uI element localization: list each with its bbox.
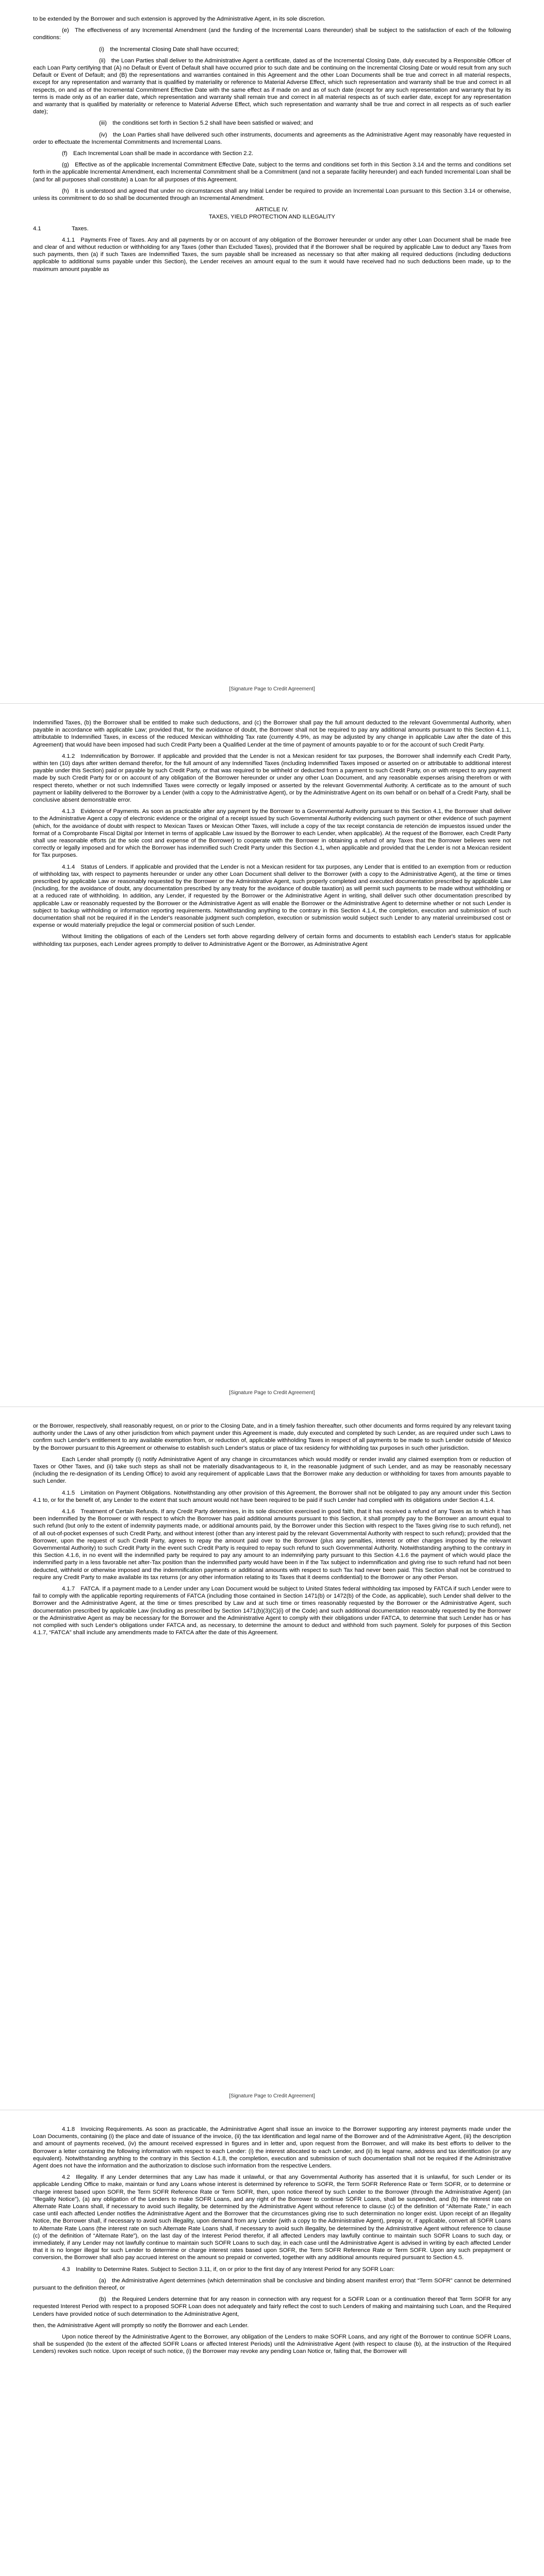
paragraph: Each Lender shall promptly (i) notify Administrative Agent of any change in circumstances which would modify or render invalid any claimed exemption from or reduction of Taxes or Other Taxes, and (ii) take such steps as shall not be materially disadvantageous to it, in the reasonable judgment of such Lender, and as may be reasonably necessary (including the re-designation of its Lending Office) to avoid any requirement of applicable Laws that the Borrower make any deduction or withholding for taxes from amounts payable to such Lender.	[33, 1456, 511, 1485]
paragraph: 4.1.2 Indemnification by Borrower. If applicable and provided that the Lender is not a Mexican resident for tax purposes, the Borrower shall indemnify each Credit Party, within ten (10) days after written demand therefor, for the full amount of any Indemnified Taxes (including Indemnified Taxes imposed or asserted on or attributable to additional interest payable under this Section) paid or payable by such Credit Party, or that was required to be withheld or deducted from a payment to such Credit Party, on or with respect to any payment made by such Credit Party for or on account of any obligation of the Borrower hereunder or under any other Loan Document, and any reasonable expenses arising therefrom or with respect thereto, whether or not such Indemnified Taxes were correctly or legally imposed or asserted by the relevant Governmental Authority. A certificate as to the amount of such payment or liability delivered to the Borrower by a Lender (with a copy to the Administrative Agent), or by the Administrative Agent on its own behalf or on behalf of a Credit Party, shall be conclusive absent demonstrable error.	[33, 753, 511, 804]
page-2-content	[33, 719, 511, 952]
paragraph: 4.1.3 Evidence of Payments. As soon as practicable after any payment by the Borrower to a Governmental Authority pursuant to this Section 4.1, the Borrower shall deliver to the Administrative Agent a copy of electronic evidence or the original of a receipt issued by such Governmental Authority evidencing such payment or other evidence of such payment (which, for the avoidance of doubt with respect to Mexican Taxes or Mexican Other Taxes, will include a copy of the tax receipt constancia de retención de impuestos issued under the format of a Comprobante Fiscal Digital por Internet in terms of applicable Law issued by the Borrower to each Lender, when applicable). At the request of the Borrower, each Credit Party shall use reasonable efforts (at the sole cost and expense of the Borrower) to cooperate with the Borrower in obtaining a refund of any Taxes that the Borrower believes were not correctly or legally imposed and for which the Borrower has indemnified such Credit Party under this Section 4.1, when applicable and provided that the Lender is not a Mexican resident for Tax purposes.	[33, 808, 511, 859]
paragraph: (a) the Administrative Agent determines (which determination shall be conclusive and binding absent manifest error) that “Term SOFR” cannot be determined pursuant to the definition thereof, or	[33, 2277, 511, 2292]
page-3	[0, 1406, 544, 2110]
paragraph: then, the Administrative Agent will promptly so notify the Borrower and each Lender.	[33, 2322, 249, 2329]
paragraph: 4.3 Inability to Determine Rates. Subject to Section 3.11, if, on or prior to the first day of any Interest Period for any SOFR Loan:	[62, 2266, 395, 2273]
paragraph: (g) Effective as of the applicable Incremental Commitment Effective Date, subject to the terms and conditions set forth in this Section 3.14 and the terms and conditions set forth in the applicable Incremental Amendment, each Incremental Commitment shall be a Commitment (and not a separate facility hereunder) and each funded Incremental Loan shall be (and for all purposes shall constitute) a Loan for all purposes of this Agreement.	[33, 162, 511, 183]
paragraph: Upon notice thereof by the Administrative Agent to the Borrower, any obligation of the Lenders to make SOFR Loans, and any right of the Borrower to continue SOFR Loans, shall be suspended (to the extent of the affected SOFR Loans or affected Interest Periods) until the Administrative Agent (with respect to clause (b), at the instruction of the Required Lenders) revokes such notice. Upon receipt of such notice, (i) the Borrower may revoke any pending Loan Notice or, failing that, the Borrower will	[33, 2334, 511, 2355]
paragraph: (f) Each Incremental Loan shall be made in accordance with Section 2.2.	[62, 150, 254, 157]
section-title: Taxes.	[71, 225, 89, 232]
page-footer: [Signature Page to Credit Agreement]	[229, 1390, 315, 1396]
article-title: TAXES, YIELD PROTECTION AND ILLEGALITY	[208, 214, 336, 221]
paragraph: (h) It is understood and agreed that under no circumstances shall any Initial Lender be required to provide an Incremental Loan pursuant to this Section 3.14 or otherwise, unless its commitment to do so shall be documented through an Incremental Amendment.	[33, 188, 511, 202]
paragraph: 4.1.1 Payments Free of Taxes. Any and all payments by or on account of any obligation of the Borrower hereunder or under any other Loan Document shall be made free and clear of and without reduction or withholding for any Taxes (other than Excluded Taxes), provided that if the Borrower shall be required by applicable Law to deduct any Taxes from such payments, then (a) if such Taxes are Indemnified Taxes, the sum payable shall be increased as necessary so that after making all required deductions (including deductions applicable to additional sums payable under this Section), the Lender receives an amount equal to the sum it would have received had no such deductions been made, up to the maximum amount payable as	[33, 236, 511, 273]
paragraph: (i) the Incremental Closing Date shall have occurred;	[99, 46, 239, 53]
paragraph: (e) The effectiveness of any Incremental Amendment (and the funding of the Incremental Loans thereunder) shall be subject to the satisfaction of each of the following conditions:	[33, 27, 511, 41]
page-4-content	[33, 2126, 511, 2360]
paragraph: Indemnified Taxes, (b) the Borrower shall be entitled to make such deductions, and (c) the Borrower shall pay the full amount deducted to the relevant Governmental Authority, when payable in accordance with applicable Law; provided that, for the avoidance of doubt, the Borrower shall not be required to pay any additional amounts pursuant to this Section 4.1.1, attributable to Indemnified Taxes, in excess of the reduced Mexican withholding Tax rate (currently 4.9%, as may be adjusted by any change in applicable Law after the date of this Agreement) that would have been imposed had such Credit Party been a Qualified Lender at the time of payment of amounts payable to or for the account of such Credit Party.	[33, 720, 511, 748]
paragraph: (iv) the Loan Parties shall have delivered such other instruments, documents and agreements as the Administrative Agent may reasonably have requested in order to effectuate the Incremental Commitments and Incremental Loans.	[33, 131, 511, 145]
paragraph: (b) the Required Lenders determine that for any reason in connection with any request for a SOFR Loan or a continuation thereof that Term SOFR for any requested Interest Period with respect to a proposed SOFR Loan does not adequately and fairly reflect the cost to such Lenders of making and maintaining such Loan, and the Required Lenders have provided notice of such determination to the Administrative Agent,	[33, 2296, 511, 2317]
paragraph: 4.2 Illegality. If any Lender determines that any Law has made it unlawful, or that any Governmental Authority has asserted that it is unlawful, for such Lender or its applicable Lending Office to make, maintain or fund any Loans whose interest is determined by reference to SOFR, the Term SOFR Reference Rate or Term SOFR, or to determine or charge interest based upon SOFR, the Term SOFR Reference Rate or Term SOFR, then, upon notice thereof by such Lender to the Borrower (through the Administrative Agent) (an “Illegality Notice”), (a) any obligation of the Lenders to make SOFR Loans, and any right of the Borrower to continue SOFR Loans, shall be suspended, and (b) the interest rate on Alternate Rate Loans shall, if necessary to avoid such illegality, be determined by the Administrative Agent without reference to clause (c) of the definition of “Alternate Rate,” in each case until each affected Lender notifies the Administrative Agent and the Borrower that the circumstances giving rise to such determination no longer exist. Upon receipt of an Illegality Notice, the Borrower shall, if necessary to avoid such illegality, upon demand from any Lender (with a copy to the Administrative Agent), prepay or, if applicable, convert all SOFR Loans to Alternate Rate Loans (the interest rate on such Alternate Rate Loans shall, if necessary to avoid such illegality, be determined by the Administrative Agent without reference to clause (c) of the definition of “Alternate Rate”), on the last day of the Interest Period therefor, if all affected Lenders may lawfully continue to maintain such SOFR Loans to such day, or immediately, if any Lender may not lawfully continue to maintain such SOFR Loans to such day, in each case until the Administrative Agent is advised in writing by each affected Lender that it is no longer illegal for such Lender to determine or charge interest rates based upon SOFR, the Term SOFR Reference Rate or Term SOFR. Upon any such prepayment or conversion, the Borrower shall also pay accrued interest on the amount so prepaid or converted, together with any additional amounts required pursuant to Section 4.5.	[33, 2174, 511, 2261]
section-heading	[33, 225, 511, 232]
page-footer: [Signature Page to Credit Agreement]	[229, 686, 315, 692]
paragraph: (iii) the conditions set forth in Section 5.2 shall have been satisfied or waived; and	[99, 120, 314, 127]
paragraph: 4.1.4 Status of Lenders. If applicable and provided that the Lender is not a Mexican resident for tax purposes, any Lender that is entitled to an exemption from or reduction of withholding tax, with respect to payments hereunder or under any other Loan Document shall deliver to the Borrower (with a copy to the Administrative Agent), at the time or times prescribed by applicable Law or reasonably requested by the Borrower or the Administrative Agent, such properly completed and executed documentation prescribed by applicable Law (including, for the avoidance of doubt, any documentation prescribed by any treaty for the avoidance of double taxation) as will permit such payments to be made without withholding or at a reduced rate of withholding. In addition, any Lender, if requested by the Borrower or the Administrative Agent in writing, shall deliver such other documentation prescribed by applicable Law or reasonably requested by the Borrower or the Administrative Agent as will enable the Borrower or the Administrative Agent to determine whether or not such Lender is subject to backup withholding or information reporting requirements. Notwithstanding anything to the contrary in this Section 4.1.4, the completion, execution and submission of such documentation shall not be required if in the Lender's reasonable judgment such completion, execution or submission would subject such Lender to any material unreimbursed cost or expense or would materially prejudice the legal or commercial position of such Lender.	[33, 863, 511, 929]
article-number: ARTICLE IV.	[255, 207, 289, 213]
page-3-content	[33, 1422, 511, 1640]
paragraph: 4.1.8 Invoicing Requirements. As soon as practicable, the Administrative Agent shall issue an invoice to the Borrower supporting any interest payments made under the Loan Documents, containing (i) the place and date of issuance of the invoice, (ii) the tax identification and legal name of the Borrower and of the Administrative Agent, (iii) the description and amount of payments received, (iv) the amount received expressed in figures and in letter and, upon request from the Borrower, and will make its best efforts to deliver to the Borrower a letter containing the following information with respect to each Lender: (i) the interest allocated to each Lender, and (ii) its legal name, address and tax identification (or any equivalent). Notwithstanding anything to the contrary in this Section 4.1.8, the completion, execution and submission of such documentation shall not be required if the Administrative Agent does not have the information and the authorization to disclose such information from the respective Lenders.	[33, 2126, 511, 2170]
paragraph: 4.1.5 Limitation on Payment Obligations. Notwithstanding any other provision of this Agreement, the Borrower shall not be obligated to pay any amount under this Section 4.1 to, or for the benefit of, any Lender to the extent that such amount would not have been required to be paid if such Lender had complied with its obligations under Section 4.1.4.	[33, 1489, 511, 1503]
paragraph: (ii) the Loan Parties shall deliver to the Administrative Agent a certificate, dated as of the Incremental Closing Date, duly executed by a Responsible Officer of each Loan Party certifying that (A) no Default or Event of Default shall have occurred prior to such date and be continuing on the Incremental Closing Date or would result from any such Default or Event of Default; and (B) the representations and warranties contained in this Agreement and the other Loan Documents shall be true and correct in all material respects, except for any representation and warranty that is qualified by materiality or reference to Material Adverse Effect, which such representation and warranty shall be true and correct in all respects, on and as of the Incremental Commitment Effective Date with the same effect as if made on and as of such date (except for any such representation and warranty that by its terms is made only as of an earlier date, which representation and warranty shall remain true and correct in all material respects as of such earlier date, except for any representation and warranty that is qualified by materiality or reference to Material Adverse Effect, which such representation and warranty shall be true and correct in all respects as of such earlier date);	[33, 57, 511, 115]
page-2	[0, 703, 544, 1407]
page-4	[0, 2110, 544, 2576]
section-number: 4.1	[33, 225, 41, 232]
paragraph: 4.1.7 FATCA. If a payment made to a Lender under any Loan Document would be subject to United States federal withholding tax imposed by FATCA if such Lender were to fail to comply with the applicable reporting requirements of FATCA (including those contained in Section 1471(b) or 1472(b) of the Code, as applicable), such Lender shall deliver to the Borrower and the Administrative Agent, at the time or times prescribed by Law and at such time or times reasonably requested by the Borrower or the Administrative Agent, such documentation prescribed by applicable Law (including as prescribed by Section 1471(b)(3)(C)(i) of the Code) and such additional documentation reasonably requested by the Borrower or the Administrative Agent as may be necessary for the Borrower and the Administrative Agent to comply with their obligations under FATCA, to determine that such Lender has or has not complied with such Lender's obligations under FATCA and, as necessary, to determine the amount to deduct and withhold from such payment. Solely for purposes of this Section 4.1.7, “FATCA” shall include any amendments made to FATCA after the date of this Agreement.	[33, 1586, 511, 1636]
page-1-content	[33, 15, 511, 277]
paragraph: or the Borrower, respectively, shall reasonably request, on or prior to the Closing Date, and in a timely fashion thereafter, such other documents and forms required by any relevant taxing authority under the Laws of any other jurisdiction from which payment under this Agreement is made, duly executed and completed by such Lender, as are required under such Laws to confirm such Lender's entitlement to any available exemption from, or reduction of, applicable withholding Taxes in respect of all payments to be made to such Lender outside of Mexico by the Borrower pursuant to this Agreement or otherwise to establish such Lender's status or place of tax residency for withholding tax purposes in such other jurisdiction.	[33, 1423, 511, 1451]
article-heading	[33, 206, 511, 221]
paragraph: to be extended by the Borrower and such extension is approved by the Administrative Agent, in its sole discretion.	[33, 16, 326, 22]
paragraph: Without limiting the obligations of each of the Lenders set forth above regarding delivery of certain forms and documents to establish each Lender's status for applicable withholding tax purposes, each Lender agrees promptly to deliver to Administrative Agent or the Borrower, as Administrative Agent	[33, 934, 511, 947]
page-1	[0, 0, 544, 703]
page-footer: [Signature Page to Credit Agreement]	[229, 2093, 315, 2099]
paragraph: 4.1.6 Treatment of Certain Refunds. If any Credit Party determines, in its sole discretion exercised in good faith, that it has received a refund of any Taxes as to which it has been indemnified by the Borrower or with respect to which the Borrower has paid additional amounts pursuant to this Section, it shall promptly pay to the Borrower an amount equal to such refund (but only to the extent of indemnity payments made, or additional amounts paid, by the Borrower under this Section with respect to the Taxes giving rise to such refund), net of all out-of-pocket expenses of such Credit Party, and without interest (other than any interest paid by the relevant Governmental Authority with respect to such refund); provided that the Borrower, upon the request of such Credit Party, agrees to repay the amount paid over to the Borrower (plus any penalties, interest or other charges imposed by the relevant Governmental Authority) to such Credit Party in the event such Credit Party is required to repay such refund to such Governmental Authority. Notwithstanding anything to the contrary in this Section 4.1.6, in no event will the indemnified party be required to pay any amount to an indemnifying party pursuant to this Section 4.1.6 the payment of which would place the indemnified party in a less favorable net after-Tax position than the indemnified party would have been in if the Tax subject to indemnification and giving rise to such refund had not been deducted, withheld or otherwise imposed and the indemnification payments or additional amounts with respect to such Tax had never been paid. This Section shall not be construed to require any Credit Party to make available its tax returns (or any other information relating to its Taxes that it deems confidential) to the Borrower or any other Person.	[33, 1509, 511, 1581]
